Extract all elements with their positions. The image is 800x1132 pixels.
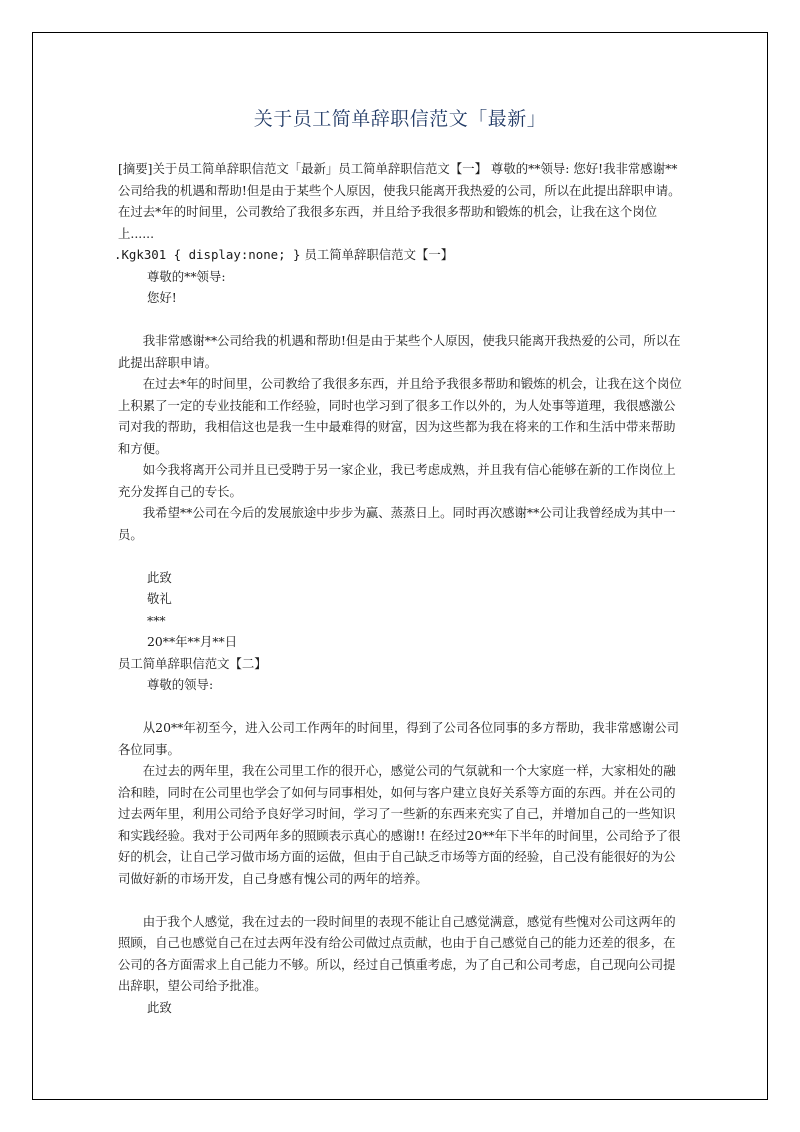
spacer (118, 889, 684, 911)
abstract: [摘要]关于员工简单辞职信范文「最新」员工简单辞职信范文【一】 尊敬的**领导: 您好!我非常感谢**公司给我的机遇和帮助!但是由于某些个人原因，使我只能离开我热爱的公司，所以在此提出辞职申请。 在过去*年的时间里，公司教给了我很多东西，并且给予我很多帮助和锻炼的机会，让我在这个岗位上...... (118, 161, 681, 241)
document-title: 关于员工简单辞职信范文「最新」 (253, 108, 547, 130)
letter1-paragraph: 在过去*年的时间里，公司教给了我很多东西，并且给予我很多帮助和锻炼的机会，让我在这个岗位上积累了一定的专业技能和工作经验，同时也学习到了很多工作以外的，为人处事等道理，我很感激公司对我的帮助，我相信这也是我一生中最难得的财富，因为这些都为我在将来的工作和生活中带来帮助和方便。 (118, 376, 682, 456)
letter1-hello: 您好! (147, 290, 177, 305)
letter1-heading: 员工简单辞职信范文【一】 (304, 247, 454, 262)
css-code: .Kgk301 { display:none; } (114, 247, 301, 262)
letter2-paragraph: 由于我个人感觉，我在过去的一段时间里的表现不能让自己感觉满意，感觉有些愧对公司这两年的照顾，自己也感觉自己在过去两年没有给公司做过点贡献，也由于自己感觉自己的能力还差的很多，在公司的各方面需求上自己能力不够。所以，经过自己慎重考虑，为了自己和公司考虑，自己现向公司提出辞职，望公司给予批准。 (118, 913, 676, 993)
letter1-regards: 敬礼 (147, 591, 172, 606)
letter1-signature: *** (147, 612, 166, 628)
document-body (114, 158, 684, 1018)
letter2-paragraph: 从20**年初至今，进入公司工作两年的时间里，得到了公司各位同事的多方帮助，我非常感谢公司各位同事。 (118, 720, 679, 757)
spacer (118, 545, 684, 567)
letter2-heading: 员工简单辞职信范文【二】 (118, 655, 267, 671)
letter2-paragraph: 在过去的两年里，我在公司里工作的很开心，感觉公司的气氛就和一个大家庭一样，大家相处的融洽和睦，同时在公司里也学会了如何与同事相处，如何与客户建立良好关系等方面的东西。并在公司的过去两年里，利用公司给予良好学习时间，学习了一些新的东西来充实了自己，并增加自己的一些知识和实践经验。我对于公司两年多的照顾表示真心的感谢!! 在经过20**年下半年的时间里，公司给予了很好的机会，让自己学习做市场方面的运做，但由于自己缺乏市场等方面的经验，自己没有能很好的为公司做好新的市场开发，自己身感有愧公司的两年的培养。 (118, 763, 681, 886)
spacer (118, 309, 684, 331)
letter2-greeting: 尊敬的领导: (147, 677, 214, 692)
letter1-paragraph: 我希望**公司在今后的发展旅途中步步为赢、蒸蒸日上。同时再次感谢**公司让我曾经成为其中一员。 (118, 505, 676, 542)
css-line (114, 244, 684, 266)
letter1-closing: 此致 (147, 569, 172, 585)
letter2-closing: 此致 (147, 999, 172, 1015)
letter1-paragraph: 如今我将离开公司并且已受聘于另一家企业，我已考虑成熟，并且我有信心能够在新的工作岗位上充分发挥自己的专长。 (118, 462, 676, 499)
spacer (118, 696, 684, 718)
letter1-paragraph: 我非常感谢**公司给我的机遇和帮助!但是由于某些个人原因，使我只能离开我热爱的公司，所以在此提出辞职申请。 (118, 333, 681, 370)
letter1-greeting: 尊敬的**领导: (147, 268, 226, 284)
letter1-date: 20**年**月**日 (147, 634, 238, 649)
